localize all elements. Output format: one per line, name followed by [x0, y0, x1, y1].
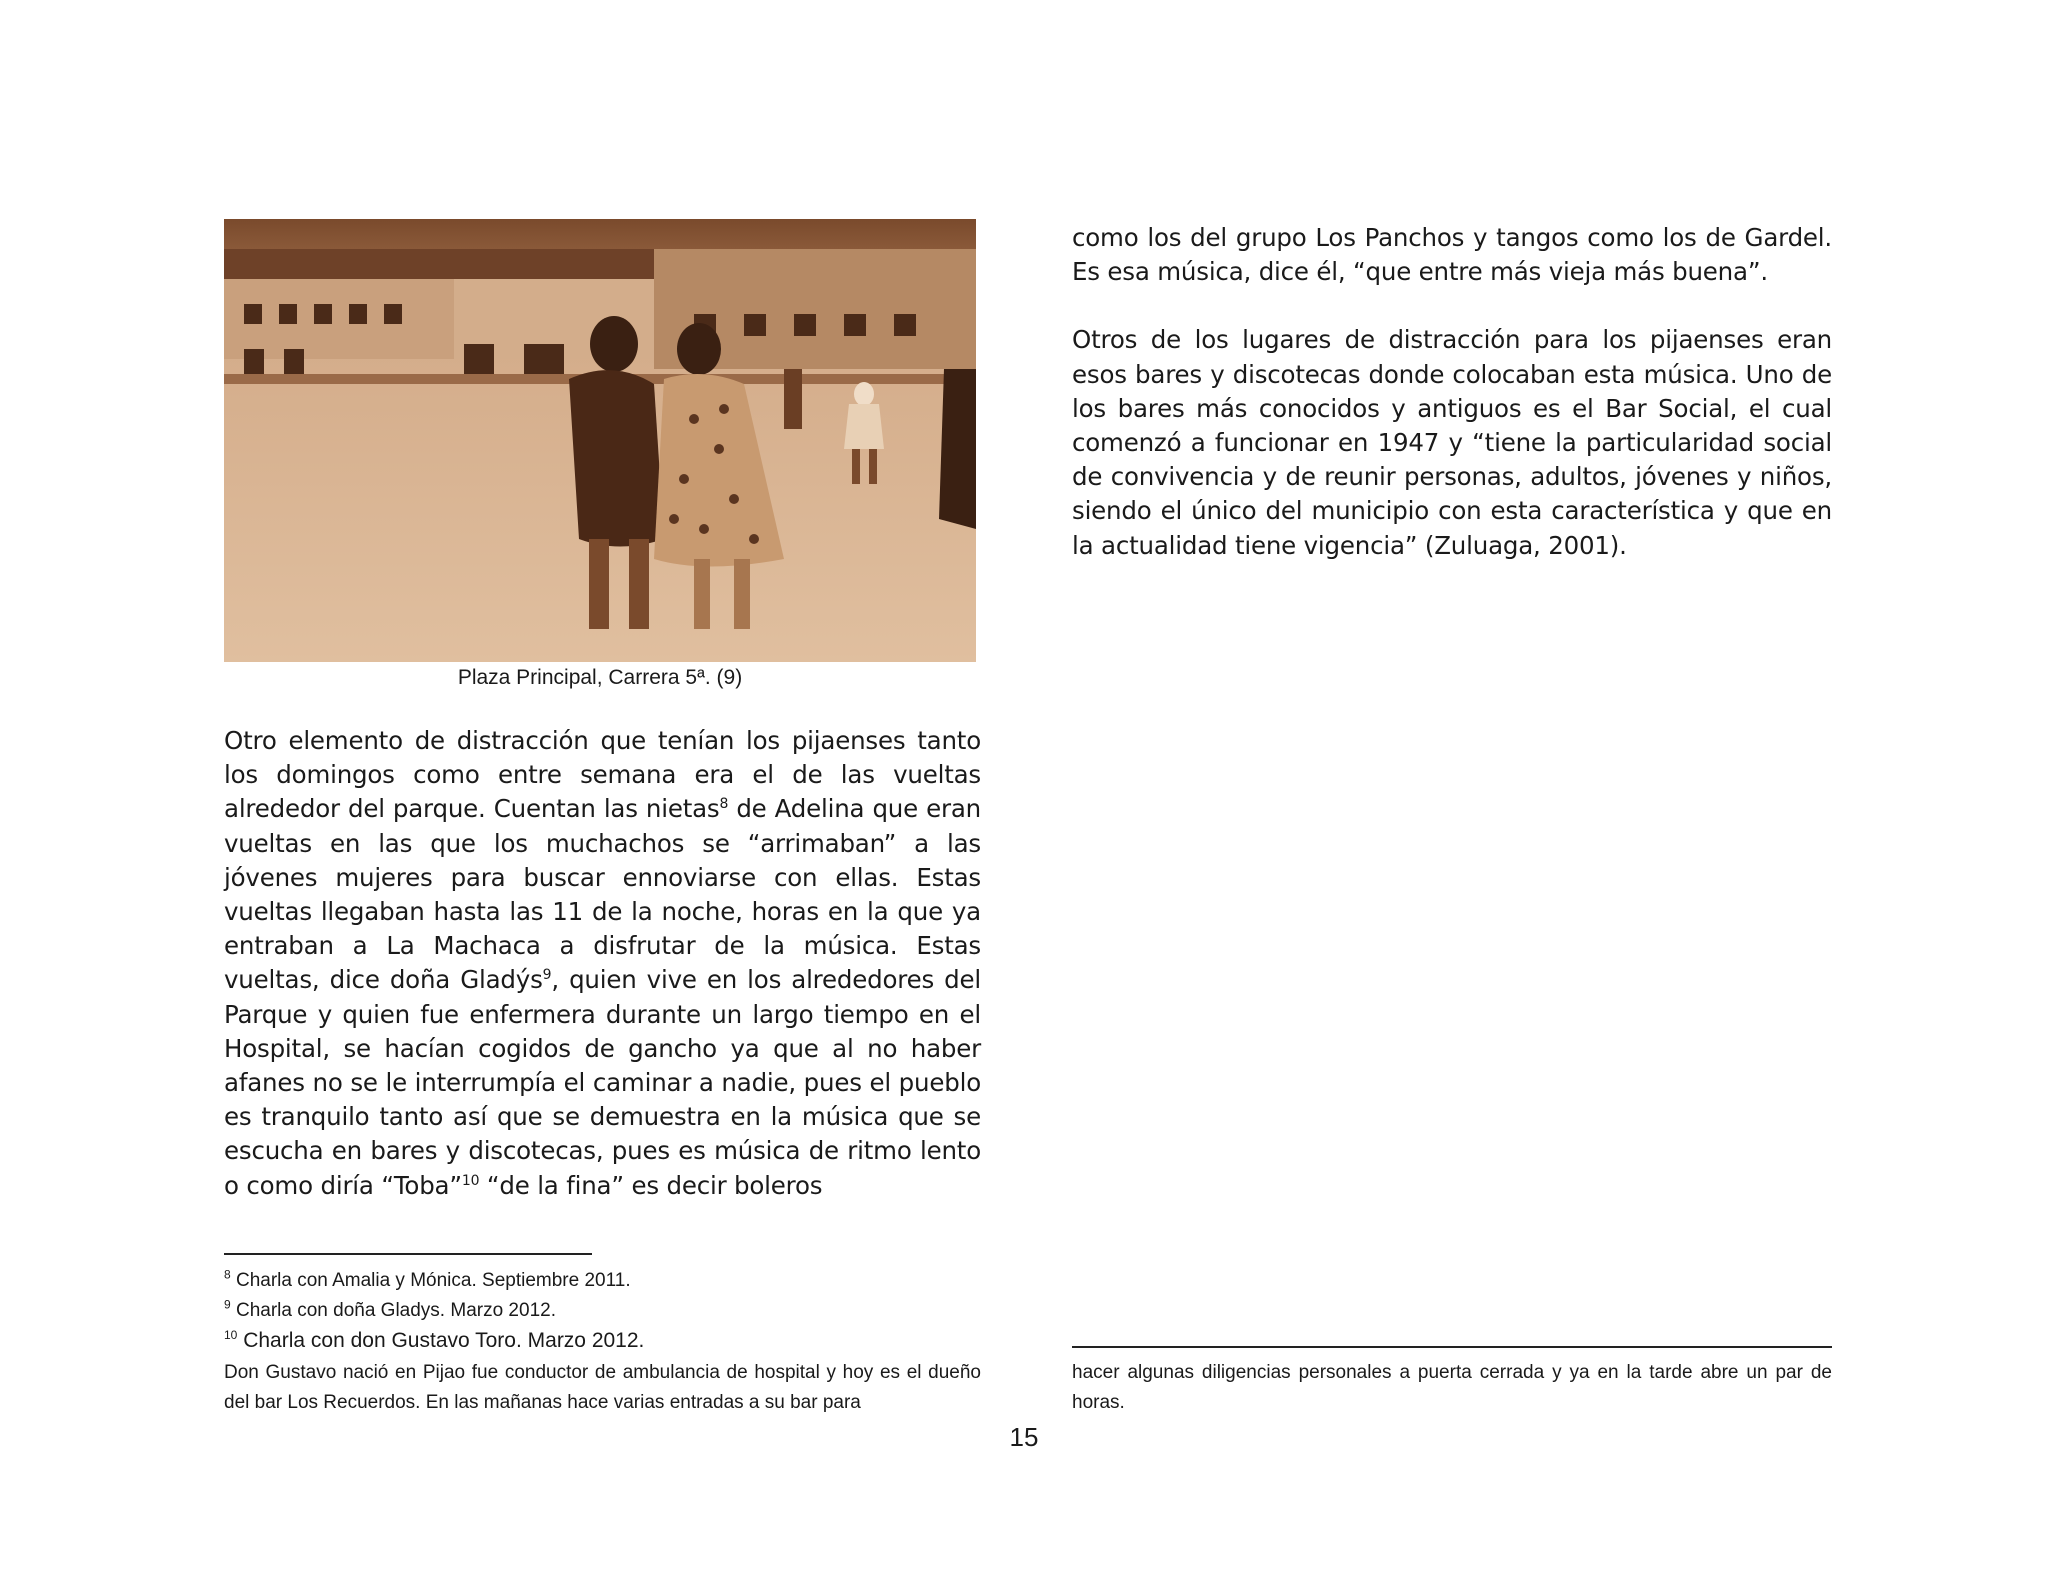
footnote-text: Charla con don Gustavo Toro. Marzo 2012. — [243, 1329, 645, 1352]
footnote-text: Charla con doña Gladys. Marzo 2012. — [235, 1300, 556, 1321]
left-column-text — [224, 724, 981, 1203]
right-column-text — [1072, 221, 1832, 563]
photo-caption: Plaza Principal, Carrera 5ª. (9) — [457, 666, 743, 689]
footnote-ref-9[interactable]: 9 — [542, 967, 552, 984]
footnote-separator — [1072, 1346, 1832, 1348]
footnote-ref-10[interactable]: 10 — [461, 1172, 480, 1189]
footnote-10-continuation-right: hacer algunas diligencias personales a puerta cerrada y ya en la tarde abre un par de horas. — [1072, 1362, 1832, 1413]
footnote-10 — [224, 1326, 981, 1356]
page-number: 15 — [1009, 1422, 1039, 1452]
footnote-number: 9 — [224, 1297, 231, 1312]
plaza-photo-image — [224, 219, 976, 662]
paragraph-text: de Adelina que eran vueltas en las que los muchachos se “arrimaban” a las jóvenes mujeres para buscar ennoviarse con ellas. Estas vueltas llegaban hasta las 11 de la noche, horas en la que ya entraban a La Machaca a disfrutar de la música. Estas vueltas, dice doña Gladýs — [224, 794, 981, 995]
footnote-ref-8[interactable]: 8 — [719, 796, 729, 813]
footnote-number: 10 — [224, 1328, 238, 1342]
body-paragraph — [224, 724, 981, 1203]
plaza-photograph — [224, 219, 976, 662]
footnote-10-continuation: Don Gustavo nació en Pijao fue conductor de ambulancia de hospital y hoy es el dueño del bar Los Recuerdos. En las mañanas hace varias entradas a su bar para — [224, 1362, 981, 1413]
footnote-text: Charla con Amalia y Mónica. Septiembre 2011. — [235, 1270, 631, 1291]
footnotes — [224, 1266, 981, 1418]
footnote-9 — [224, 1296, 981, 1326]
body-paragraph: Otros de los lugares de distracción para los pijaenses eran esos bares y discotecas donde colocaban esta música. Uno de los bares más conocidos y antiguos es el Bar Social, el cual comenzó a funcionar en 1947 y “tiene la particularidad social de convivencia y de reunir personas, adultos, jóvenes y niños, siendo el único del municipio con esta característica y que en la actualidad tiene vigencia” (Zuluaga, 2001). — [1072, 325, 1832, 560]
footnote-separator — [224, 1253, 592, 1255]
paragraph-text: , quien vive en los alrededores del Parque y quien fue enfermera durante un largo tiempo en el Hospital, se hacían cogidos de gancho ya que al no haber afanes no se le interrumpía el caminar a nadie, pues el pueblo es tranquilo tanto así que se demuestra en la música que se escucha en bares y discotecas, pues es música de ritmo lento o como diría “Toba” — [224, 965, 981, 1200]
footnote-8 — [224, 1266, 981, 1296]
paragraph-text: Otro elemento de distracción que tenían los pijaenses tanto los domingos como entre semana era el de las vueltas alrededor del parque. Cuentan las nietas — [224, 726, 981, 824]
footnote-number: 8 — [224, 1267, 231, 1282]
paragraph-text: “de la fina” es decir boleros — [479, 1170, 823, 1200]
body-paragraph: como los del grupo Los Panchos y tangos como los de Gardel. Es esa música, dice él, “que entre más vieja más buena”. — [1072, 223, 1832, 287]
